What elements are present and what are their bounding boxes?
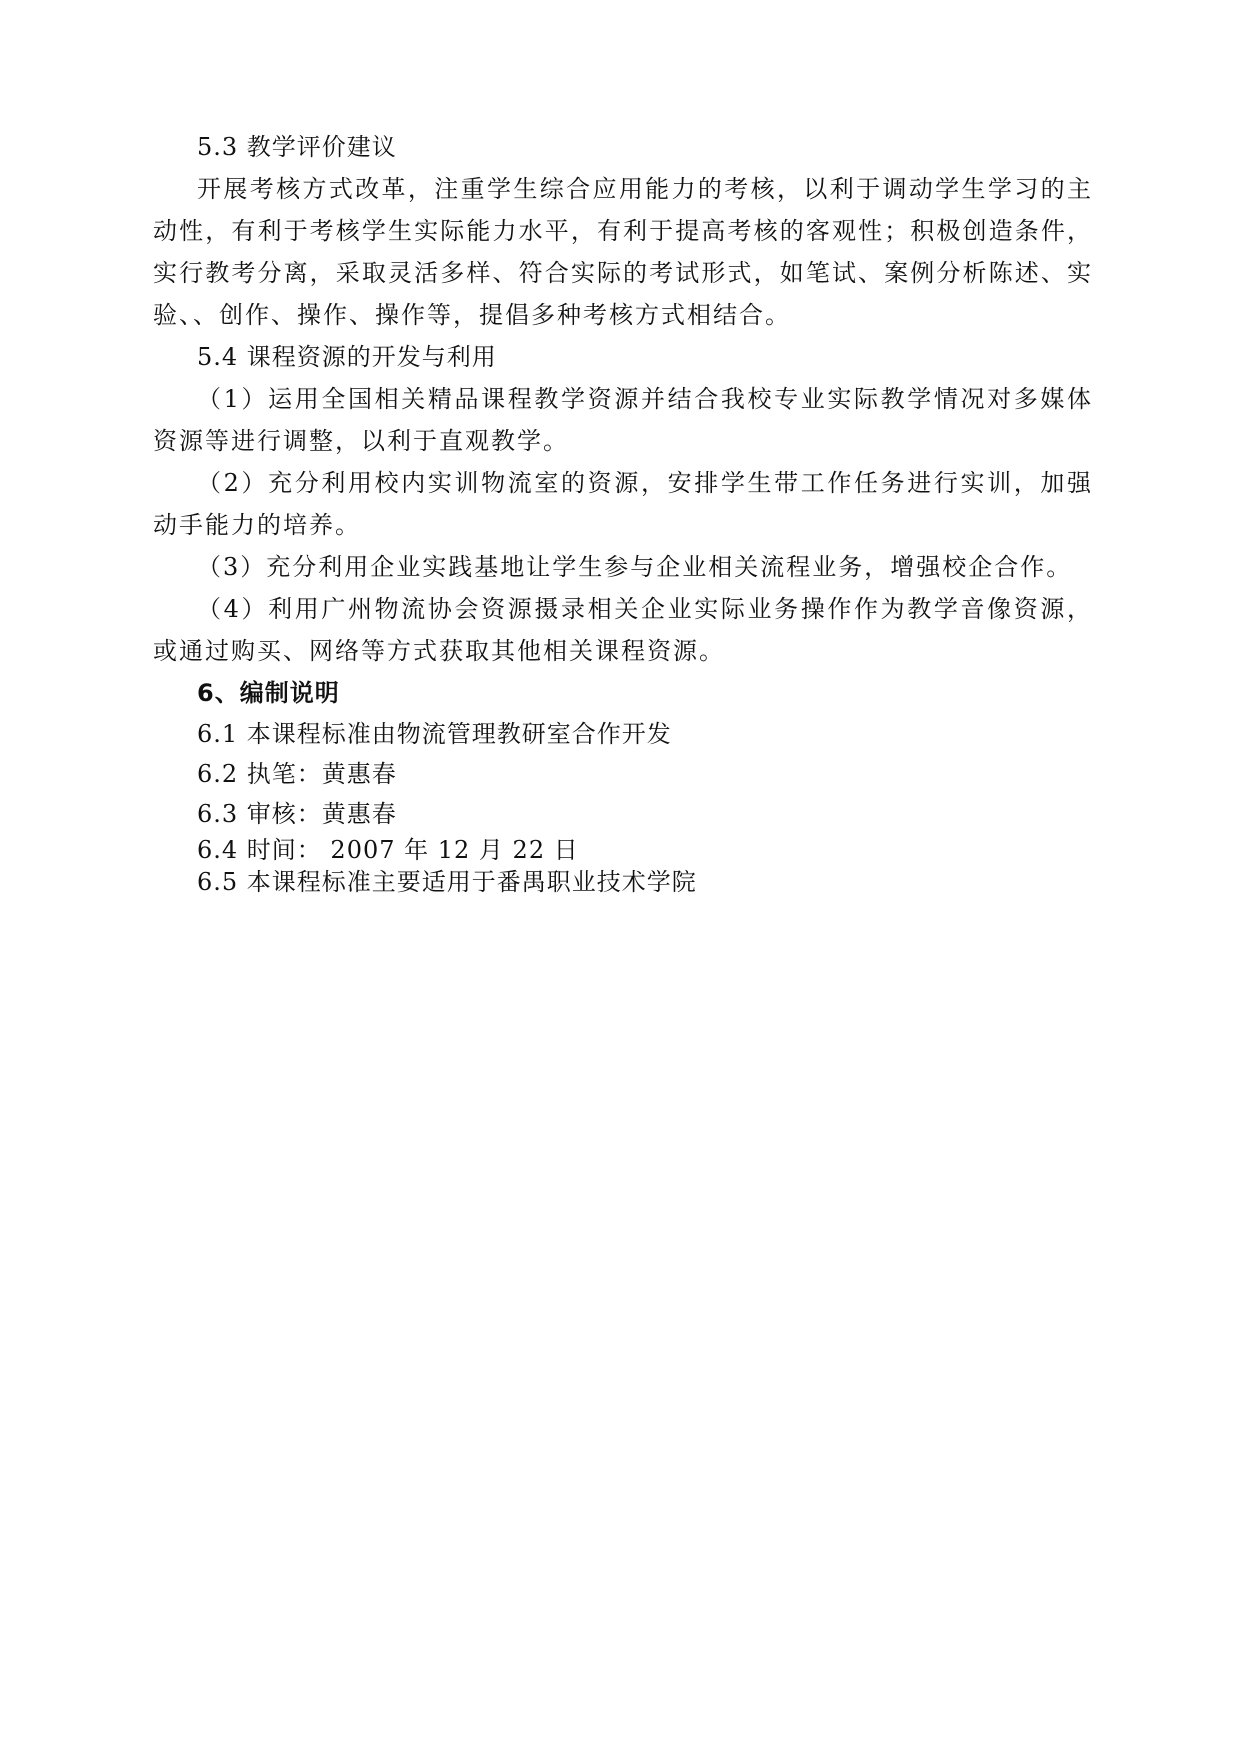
page-content <box>153 126 1093 898</box>
compile-note-6-5: 6.5 本课程标准主要适用于番禺职业技术学院 <box>197 868 697 896</box>
section-5-3-paragraph: 开展考核方式改革，注重学生综合应用能力的考核，以利于调动学生学习的主动性，有利于考核学生实际能力水平，有利于提高考核的客观性；积极创造条件，实行教考分离，采取灵活多样、符合实际的考试形式，如笔试、案例分析陈述、实验、、创作、操作、操作等，提倡多种考核方式相结合。 <box>153 175 1093 329</box>
compile-note-6-2: 6.2 执笔：黄惠春 <box>197 760 397 788</box>
resource-item-3: （3）充分利用企业实践基地让学生参与企业相关流程业务，增强校企合作。 <box>197 553 1073 581</box>
resource-item-2: （2）充分利用校内实训物流室的资源，安排学生带工作任务进行实训，加强动手能力的培养。 <box>153 469 1093 539</box>
section-5-3-heading: 5.3 教学评价建议 <box>197 133 397 161</box>
compile-note-6-1: 6.1 本课程标准由物流管理教研室合作开发 <box>197 720 672 748</box>
section-5-4-heading: 5.4 课程资源的开发与利用 <box>197 343 497 371</box>
resource-item-1: （1）运用全国相关精品课程教学资源并结合我校专业实际教学情况对多媒体资源等进行调整，以利于直观教学。 <box>153 385 1093 455</box>
compile-note-6-4: 6.4 时间： 2007 年 12 月 22 日 <box>197 836 579 864</box>
section-6-heading: 6、编制说明 <box>197 679 340 707</box>
resource-item-4: （4）利用广州物流协会资源摄录相关企业实际业务操作作为教学音像资源，或通过购买、网络等方式获取其他相关课程资源。 <box>153 595 1093 665</box>
compile-note-6-3: 6.3 审核：黄惠春 <box>197 800 397 828</box>
